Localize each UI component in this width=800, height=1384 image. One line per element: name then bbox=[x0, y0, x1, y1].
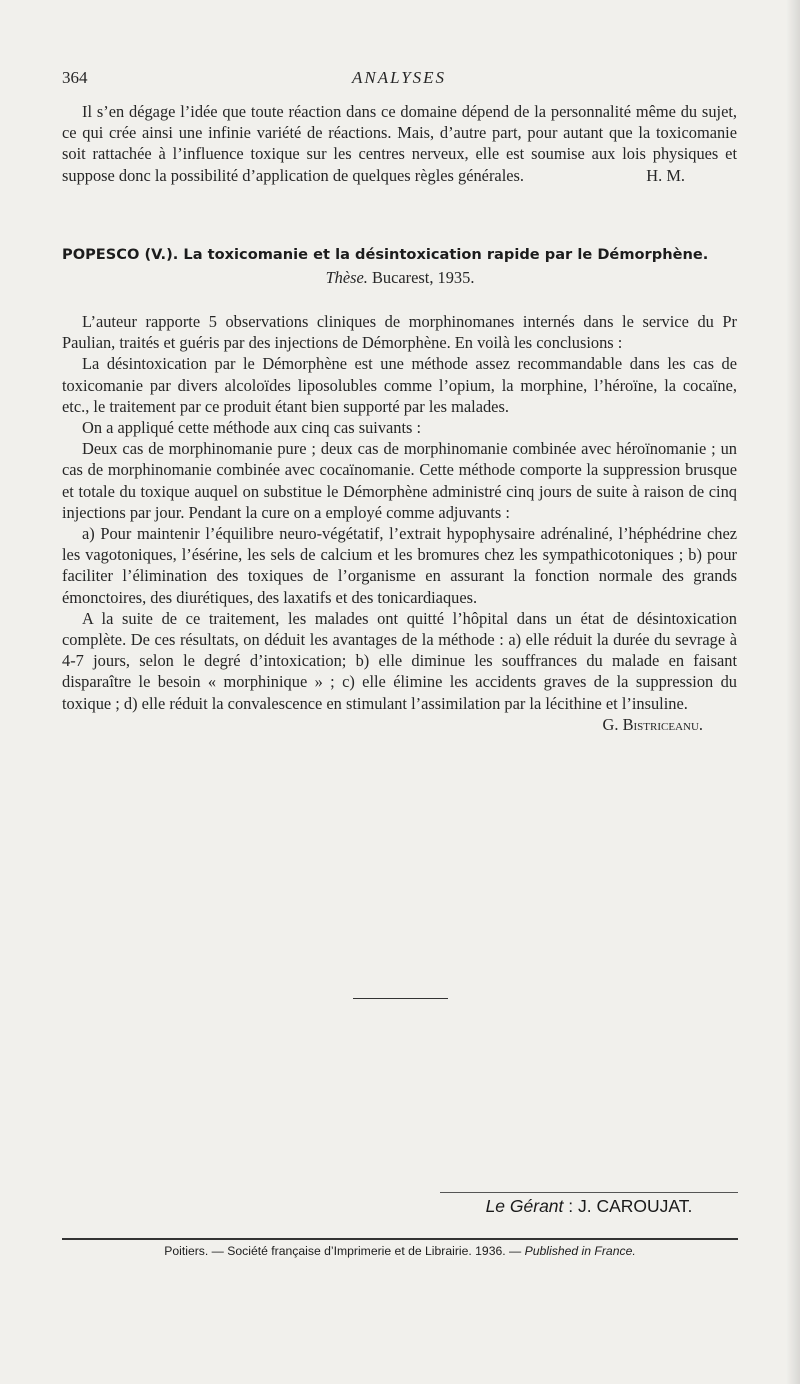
previous-review-continuation bbox=[62, 101, 737, 186]
article-source-place-year: Bucarest, 1935. bbox=[367, 268, 475, 287]
body-paragraph-6-text: A la suite de ce traitement, les malades ont quitté l’hôpital dans un état de désintoxication complète. De ces résultats, on déduit les avantages de la méthode : a) elle réduit la durée du sevrage à 4-7 jours, selon le degré d’intoxication; b) elle diminue les souffrances du malade en faisant disparaître le besoin « morphinique » ; c) elle élimine les accidents graves de la suppression du toxique ; d) elle réduit la convalescence en stimulant l’assimilation par la lécithine et l’insuline. bbox=[62, 608, 737, 713]
body-paragraph-4: Deux cas de morphinomanie pure ; deux cas de morphinomanie combinée avec héroïnomanie ; un cas de morphinomanie combinée avec cocaïnomanie. Cette méthode comporte la suppression brusque et totale du toxique auquel on substitue le Démorphène administré cinq jours de suite à raison de cinq injections par jour. Pendant la cure on a employé comme adjuvants : bbox=[62, 439, 737, 522]
manager-rule bbox=[440, 1192, 738, 1193]
manager-label: Le Gérant bbox=[485, 1196, 564, 1216]
article-signature: G. Bistriceanu. bbox=[602, 714, 703, 734]
article-body bbox=[62, 311, 737, 735]
manager-separator: : bbox=[563, 1196, 578, 1216]
body-paragraph-2: La désintoxication par le Démorphène est une méthode assez recommandable dans les cas de toxicomanie par divers alcoloïdes liposolubles comme l’opium, la morphine, l’héroïne, la cocaïne, etc., le traitement par ce produit étant bien supporté par les malades. bbox=[62, 354, 737, 416]
article-source bbox=[62, 268, 738, 288]
body-paragraph-6 bbox=[62, 608, 737, 734]
manager-line bbox=[440, 1196, 738, 1217]
page-number: 364 bbox=[62, 68, 88, 87]
page-edge-shadow bbox=[786, 0, 800, 1384]
running-head: ANALYSES bbox=[351, 68, 447, 87]
article-title: POPESCO (V.). La toxicomanie et la désintoxication rapide par le Démorphène. bbox=[62, 246, 709, 263]
article-source-type: Thèse. bbox=[325, 268, 368, 287]
printer-text: Poitiers. — Société française d’Imprimerie et de Librairie. 1936. — bbox=[164, 1244, 525, 1258]
body-paragraph-1: L’auteur rapporte 5 observations cliniques de morphinomanes internés dans le service du Pr Paulian, traités et guéris par des injections de Démorphène. En voilà les conclusions : bbox=[62, 312, 737, 353]
section-separator-rule bbox=[353, 998, 448, 999]
continuation-text: Il s’en dégage l’idée que toute réaction dans ce domaine dépend de la personnalité même du sujet, ce qui crée ainsi une infinie variété de réactions. Mais, d’autre part, pour autant que la toxicomanie soit rattachée à l’influence toxique sur les centres nerveux, elle est soumise aux lois physiques et suppose donc la possibilité d’application de quelques règles générales. bbox=[62, 102, 737, 185]
printer-published: Published in France. bbox=[524, 1244, 636, 1258]
body-paragraph-3: On a appliqué cette méthode aux cinq cas suivants : bbox=[82, 418, 422, 438]
body-paragraph-5: a) Pour maintenir l’équilibre neuro-végétatif, l’extrait hypophysaire adrénaliné, l’héphédrine chez les vagotoniques, l’ésérine, les sels de calcium et les bromures chez les sympathicotoniques ; b) pour faciliter l’élimination des toxiques de l’organisme en assurant la fonction normale des grands émonctoires, des diurétiques, des laxatifs et des tonicardiaques. bbox=[62, 524, 737, 607]
continuation-signature: H. M. bbox=[646, 165, 685, 185]
page-header bbox=[62, 68, 736, 92]
printer-rule bbox=[62, 1238, 738, 1240]
printer-imprint bbox=[62, 1244, 738, 1258]
continuation-paragraph bbox=[62, 101, 737, 186]
manager-name: J. CAROUJAT. bbox=[578, 1196, 693, 1216]
